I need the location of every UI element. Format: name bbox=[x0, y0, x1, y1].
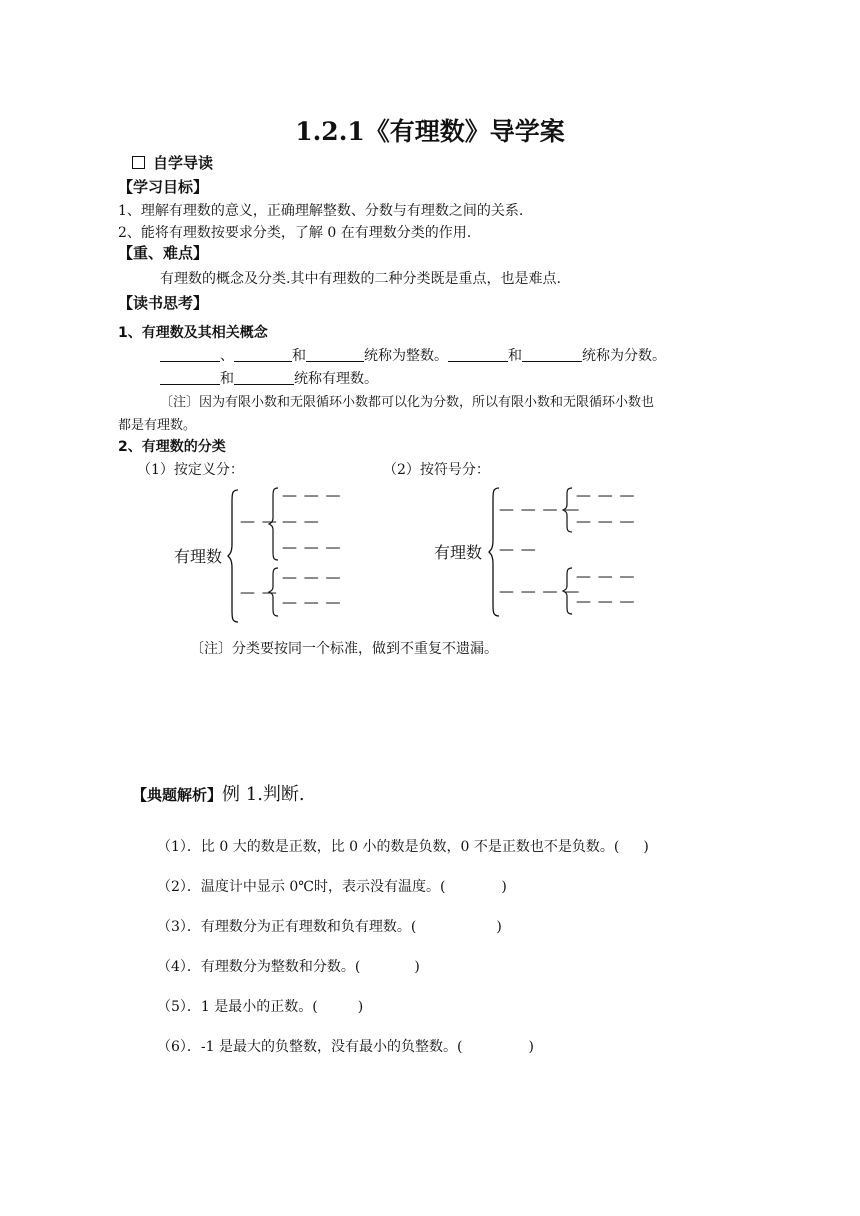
text-rational-def: 统称有理数。 bbox=[294, 371, 378, 387]
example-text: 温度计中显示 0℃时，表示没有温度。( bbox=[200, 879, 446, 895]
blank-integer-1[interactable] bbox=[160, 349, 220, 362]
example-item-2 bbox=[157, 876, 507, 896]
example-num: （3）． bbox=[157, 919, 201, 935]
blank-fraction-2[interactable] bbox=[522, 349, 582, 362]
tree-left-root: 有理数 bbox=[174, 547, 223, 566]
example-num: （4）． bbox=[157, 959, 201, 975]
q1-note-line-1: 〔注〕因为有限小数和无限循环小数都可以化为分数，所以有限小数和无限循环小数也 bbox=[160, 395, 655, 410]
tree-right-branch-1: — — — — bbox=[499, 500, 581, 518]
key-points-heading: 【重、难点】 bbox=[118, 244, 209, 262]
example-num: （2）． bbox=[157, 879, 201, 895]
example-item-3 bbox=[157, 916, 502, 936]
example-close: ) bbox=[357, 999, 364, 1015]
example-item-1 bbox=[157, 836, 649, 856]
q1-note-line-2: 都是有理数。 bbox=[118, 418, 197, 433]
blank-rational-1[interactable] bbox=[160, 372, 220, 385]
example-num: （6）． bbox=[157, 1039, 201, 1055]
text-fraction-def: 统称为分数。 bbox=[582, 348, 666, 364]
tree-left-sub-brace-2 bbox=[268, 566, 280, 618]
tree-left-brace bbox=[226, 488, 240, 624]
tree-right-leaf-2: — — — bbox=[576, 512, 636, 530]
example-close: ) bbox=[528, 1039, 534, 1055]
tree-left-leaf-3: — — — bbox=[282, 538, 342, 556]
example-text: -1 是最大的负整数，没有最小的负整数。( bbox=[200, 1039, 463, 1055]
q1-fill-line-2 bbox=[160, 368, 378, 388]
page-title: 1.2.1《有理数》导学案 bbox=[295, 117, 565, 146]
blank-integer-3[interactable] bbox=[306, 349, 364, 362]
example-text: 有理数分为正有理数和负有理数。( bbox=[200, 919, 417, 935]
q1-fill-line-1 bbox=[160, 345, 666, 365]
example-text: 比 0 大的数是正数，比 0 小的数是负数，0 不是正数也不是负数。( bbox=[200, 839, 620, 855]
tree-right-leaf-3: — — — bbox=[576, 567, 636, 585]
reading-heading: 【读书思考】 bbox=[118, 294, 209, 312]
example-close: ) bbox=[501, 879, 507, 895]
example-text: 有理数分为整数和分数。( bbox=[200, 959, 361, 975]
learning-goal-2: 2、能将有理数按要求分类，了解 0 在有理数分类的作用. bbox=[118, 225, 472, 241]
blank-integer-2[interactable] bbox=[234, 349, 292, 362]
q2-title: 2、有理数的分类 bbox=[118, 439, 226, 455]
tree-left-leaf-1: — — — bbox=[282, 486, 342, 504]
tree-left-leaf-5: — — — bbox=[282, 593, 342, 611]
text-and-2: 和 bbox=[508, 348, 522, 364]
tree-right-root: 有理数 bbox=[434, 543, 483, 562]
tree-right-branch-3: — — — — bbox=[499, 582, 581, 600]
learning-goal-1: 1、理解有理数的意义，正确理解整数、分数与有理数之间的关系. bbox=[118, 203, 524, 219]
example-item-6 bbox=[157, 1036, 534, 1056]
tree-left-leaf-4: — — — bbox=[282, 568, 342, 586]
q2-left-label: （1）按定义分： bbox=[137, 462, 244, 478]
text-and: 和 bbox=[292, 348, 306, 364]
examples-heading: 【典题解析】 bbox=[132, 786, 223, 804]
example-num: （1）． bbox=[157, 839, 201, 855]
text-and-3: 和 bbox=[220, 371, 234, 387]
example-num: （5）． bbox=[157, 999, 201, 1015]
examples-header bbox=[132, 780, 305, 806]
tree-left-branch-2: — — bbox=[240, 583, 278, 601]
example-item-5 bbox=[157, 996, 363, 1016]
examples-intro: 例 1.判断. bbox=[222, 784, 305, 805]
example-close: ) bbox=[643, 839, 649, 855]
learning-goals-heading: 【学习目标】 bbox=[118, 178, 209, 196]
example-text: 1 是最小的正数。( bbox=[200, 999, 318, 1015]
section-self-study bbox=[132, 152, 213, 173]
tree-right-branch-2: — — bbox=[499, 540, 537, 558]
blank-rational-2[interactable] bbox=[234, 372, 294, 385]
key-points-text: 有理数的概念及分类.其中有理数的二种分类既是重点，也是难点. bbox=[160, 271, 561, 287]
tree-left-branch-1: — — bbox=[240, 512, 278, 530]
blank-fraction-1[interactable] bbox=[448, 349, 508, 362]
tree-right-leaf-1: — — — bbox=[576, 486, 636, 504]
section-self-study-label: 自学导读 bbox=[153, 154, 214, 172]
tree-right-sub-brace-1 bbox=[562, 486, 574, 534]
example-item-4 bbox=[157, 956, 420, 976]
text-sep: 、 bbox=[220, 348, 234, 364]
q2-right-label: （2）按符号分： bbox=[383, 462, 490, 478]
tree-left-sub-brace-1 bbox=[268, 486, 280, 562]
q1-title: 1、有理数及其相关概念 bbox=[118, 325, 268, 341]
checkbox-icon bbox=[132, 156, 145, 169]
text-integer-def: 统称为整数。 bbox=[364, 348, 448, 364]
tree-right-sub-brace-2 bbox=[562, 566, 574, 616]
tree-left-leaf-2: — — bbox=[282, 512, 320, 530]
example-close: ) bbox=[496, 919, 502, 935]
tree-right-leaf-4: — — — bbox=[576, 592, 636, 610]
example-close: ) bbox=[414, 959, 420, 975]
q2-note: 〔注〕分类要按同一个标准，做到不重复不遗漏。 bbox=[190, 641, 498, 657]
